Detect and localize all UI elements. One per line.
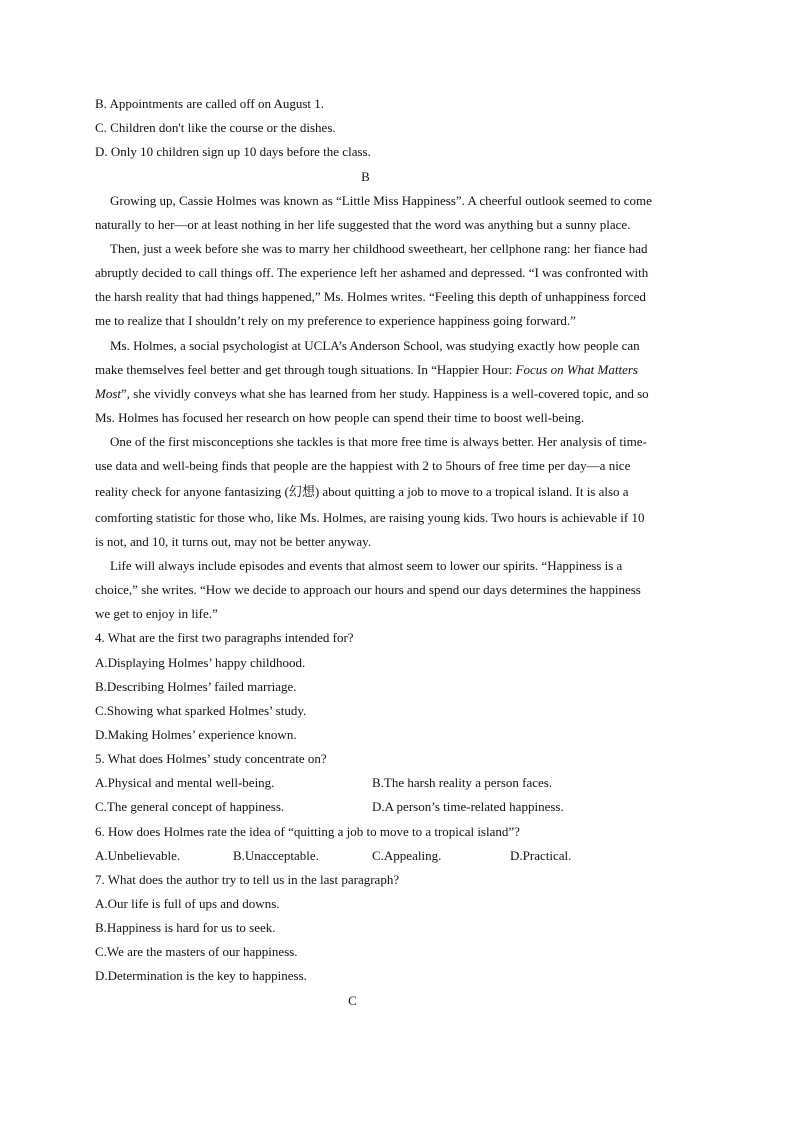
question-6-option-c: C.Appealing.: [372, 848, 442, 863]
passage-p3-line: Ms. Holmes, a social psychologist at UCLA’s Anderson School, was studying exactly how people can: [110, 338, 640, 353]
passage-p4-line: use data and well-being finds that people are the happiest with 2 to 5hours of free time per day—a nice: [95, 458, 631, 473]
passage-p3-line: Ms. Holmes has focused her research on how people can spend their time to boost well-being.: [95, 410, 585, 425]
passage-p1-line: naturally to her—or at least nothing in her life suggested that the word was anything but a sunny place.: [95, 217, 631, 232]
passage-p4-line: One of the first misconceptions she tackles is that more free time is always better. Her analysis of time-: [110, 434, 647, 449]
question-5-option-d: D.A person’s time-related happiness.: [372, 799, 564, 814]
question-7-stem: 7. What does the author try to tell us in the last paragraph?: [95, 872, 400, 887]
passage-p2-line: me to realize that I shouldn’t rely on my preference to experience happiness going forward.”: [95, 313, 576, 328]
question-7-option-b: B.Happiness is hard for us to seek.: [95, 920, 276, 935]
question-6-option-a: A.Unbelievable.: [95, 848, 181, 863]
question-4-option-d: D.Making Holmes’ experience known.: [95, 727, 297, 742]
passage-p3-line: [95, 386, 705, 402]
book-title: Most: [95, 386, 121, 401]
question-7-option-d: D.Determination is the key to happiness.: [95, 968, 307, 983]
question-7-option-c: C.We are the masters of our happiness.: [95, 944, 298, 959]
passage-text: ”, she vividly conveys what she has learned from her study. Happiness is a well-covered topic, and so: [121, 386, 649, 401]
passage-p5-line: Life will always include episodes and events that almost seem to lower our spirits. “Happiness is a: [110, 558, 623, 573]
section-b-label: B: [361, 169, 370, 184]
passage-p2-line: Then, just a week before she was to marry her childhood sweetheart, her cellphone rang: her fiance had: [110, 241, 648, 256]
question-5-option-b: B.The harsh reality a person faces.: [372, 775, 553, 790]
question-5-option-c: C.The general concept of happiness.: [95, 799, 285, 814]
question-6-stem: 6. How does Holmes rate the idea of “quitting a job to move to a tropical island”?: [95, 824, 520, 839]
passage-p4-line: comforting statistic for those who, like Ms. Holmes, are raising young kids. Two hours is achievable if 10: [95, 510, 645, 525]
passage-p2-line: abruptly decided to call things off. The experience left her ashamed and depressed. “I was confronted with: [95, 265, 649, 280]
question-7-option-a: A.Our life is full of ups and downs.: [95, 896, 280, 911]
passage-p1-line: Growing up, Cassie Holmes was known as “Little Miss Happiness”. A cheerful outlook seemed to come: [110, 193, 652, 208]
question-6-option-b: B.Unacceptable.: [233, 848, 319, 863]
passage-text: make themselves feel better and get through tough situations. In “Happier Hour:: [95, 362, 516, 377]
question-6-option-d: D.Practical.: [510, 848, 572, 863]
question-4-option-b: B.Describing Holmes’ failed marriage.: [95, 679, 297, 694]
question-5-option-a: A.Physical and mental well-being.: [95, 775, 275, 790]
question-4-option-c: C.Showing what sparked Holmes’ study.: [95, 703, 307, 718]
prev-option-b: B. Appointments are called off on August 1.: [95, 96, 325, 111]
question-5-stem: 5. What does Holmes’ study concentrate on?: [95, 751, 327, 766]
question-4-option-a: A.Displaying Holmes’ happy childhood.: [95, 655, 306, 670]
passage-p2-line: the harsh reality that had things happened,” Ms. Holmes writes. “Feeling this depth of unhappiness forced: [95, 289, 646, 304]
prev-option-d: D. Only 10 children sign up 10 days before the class.: [95, 144, 371, 159]
book-title: Focus on What Matters: [515, 362, 638, 377]
passage-p4-line: reality check for anyone fantasizing (幻想) about quitting a job to move to a tropical island. It is also a: [95, 484, 629, 499]
passage-p5-line: we get to enjoy in life.”: [95, 606, 218, 621]
passage-p5-line: choice,” she writes. “How we decide to approach our hours and spend our days determines the happiness: [95, 582, 641, 597]
passage-p4-line: is not, and 10, it turns out, may not be better anyway.: [95, 534, 372, 549]
section-c-label: C: [348, 993, 357, 1008]
prev-option-c: C. Children don't like the course or the dishes.: [95, 120, 336, 135]
passage-p3-line: [95, 362, 705, 378]
question-4-stem: 4. What are the first two paragraphs intended for?: [95, 630, 354, 645]
